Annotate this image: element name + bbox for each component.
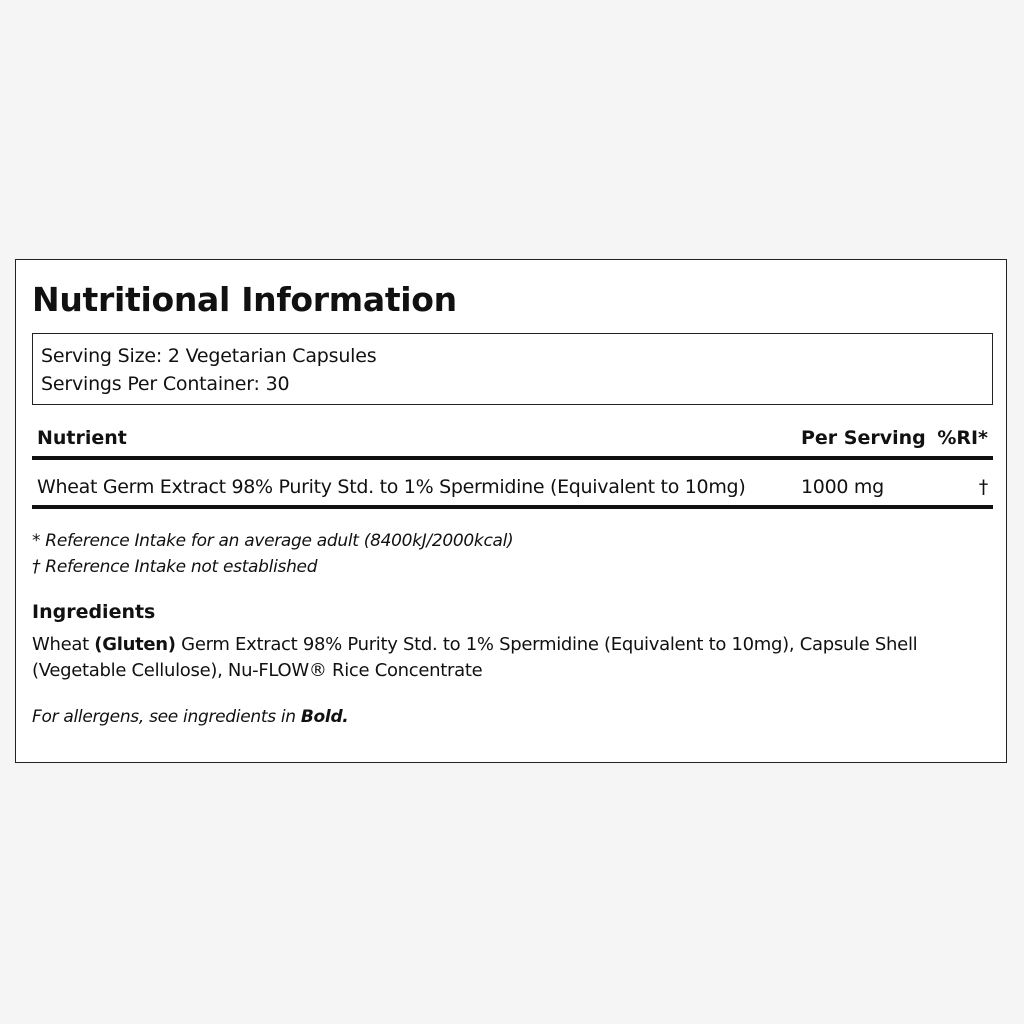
table-row — [32, 460, 993, 509]
allergen-note-bold: Bold. — [300, 707, 349, 727]
serving-size: Serving Size: 2 Vegetarian Capsules — [41, 345, 377, 367]
nutrient-name: Wheat Germ Extract 98% Purity Std. to 1% Spermidine (Equivalent to 10mg) — [37, 476, 746, 498]
ingredients-text — [32, 632, 972, 684]
serving-info-box — [32, 333, 993, 405]
header-per-serving: Per Serving — [801, 427, 926, 449]
ri-footnote: * Reference Intake for an average adult (8400kJ/2000kcal) — [32, 531, 514, 551]
allergen-note — [32, 704, 348, 730]
allergen-highlight: (Gluten) — [94, 634, 176, 655]
nutrient-ri: † — [978, 476, 988, 498]
ingredients-text-rest: Germ Extract 98% Purity Std. to 1% Spermidine (Equivalent to 10mg), Capsule Shell (Vegetable Cellulose), Nu-FLOW® Rice Concentrate — [32, 634, 918, 681]
footnotes — [32, 528, 513, 580]
table-header-row — [32, 422, 993, 460]
header-ri: %RI* — [937, 427, 988, 449]
nutrition-panel — [15, 259, 1007, 763]
nutrient-amount: 1000 mg — [801, 476, 884, 498]
ingredients-title: Ingredients — [32, 601, 156, 623]
nutrient-table — [32, 422, 993, 509]
panel-title: Nutritional Information — [32, 280, 457, 319]
allergen-note-prefix: For allergens, see ingredients in — [32, 707, 301, 727]
servings-per-container: Servings Per Container: 30 — [41, 373, 290, 395]
ingredients-text-start: Wheat — [32, 634, 95, 655]
header-nutrient: Nutrient — [37, 427, 127, 449]
dagger-footnote: † Reference Intake not established — [32, 557, 318, 577]
